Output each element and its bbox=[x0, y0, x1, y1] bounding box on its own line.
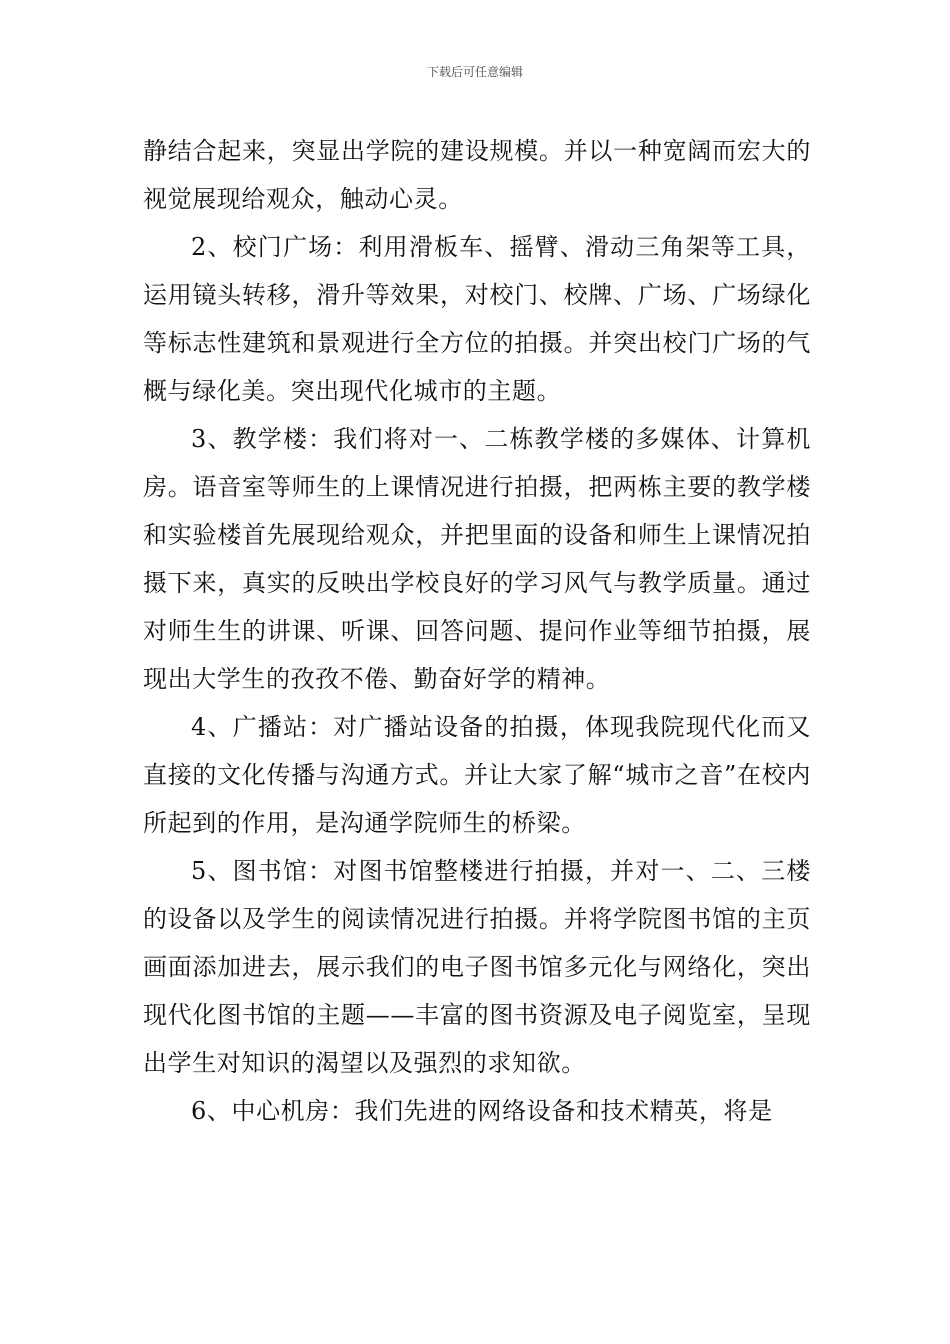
paragraph-teaching-building: 3、教学楼：我们将对一、二栋教学楼的多媒体、计算机房。语音室等师生的上课情况进行拍摄，把两栋主要的教学楼和实验楼首先展现给观众，并把里面的设备和师生上课情况拍摄下来，真实的反映出学校良好的学习风气与教学质量。通过对师生生的讲课、听课、回答问题、提问作业等细节拍摄，展现出大学生的孜孜不倦、勤奋好学的精神。 bbox=[143, 425, 811, 693]
document-body bbox=[143, 127, 811, 1135]
paragraph-central-computer-room: 6、中心机房：我们先进的网络设备和技术精英，将是 bbox=[191, 1097, 773, 1125]
paragraph-school-gate-square: 2、校门广场：利用滑板车、摇臂、滑动三角架等工具，运用镜头转移，滑升等效果，对校门、校牌、广场、广场绿化等标志性建筑和景观进行全方位的拍摄。并突出校门广场的气概与绿化美。突出现代化城市的主题。 bbox=[143, 233, 811, 405]
page-header: 下载后可任意编辑 bbox=[426, 65, 523, 79]
paragraph-broadcast-station: 4、广播站：对广播站设备的拍摄，体现我院现代化而又直接的文化传播与沟通方式。并让大家了解“城市之音”在校内所起到的作用，是沟通学院师生的桥梁。 bbox=[143, 713, 811, 837]
paragraph-library: 5、图书馆：对图书馆整楼进行拍摄，并对一、二、三楼的设备以及学生的阅读情况进行拍摄。并将学院图书馆的主页画面添加进去，展示我们的电子图书馆多元化与网络化，突出现代化图书馆的主题——丰富的图书资源及电子阅览室，呈现出学生对知识的渴望以及强烈的求知欲。 bbox=[143, 857, 811, 1077]
paragraph-continuation: 静结合起来，突显出学院的建设规模。并以一种宽阔而宏大的视觉展现给观众，触动心灵。 bbox=[143, 137, 811, 213]
